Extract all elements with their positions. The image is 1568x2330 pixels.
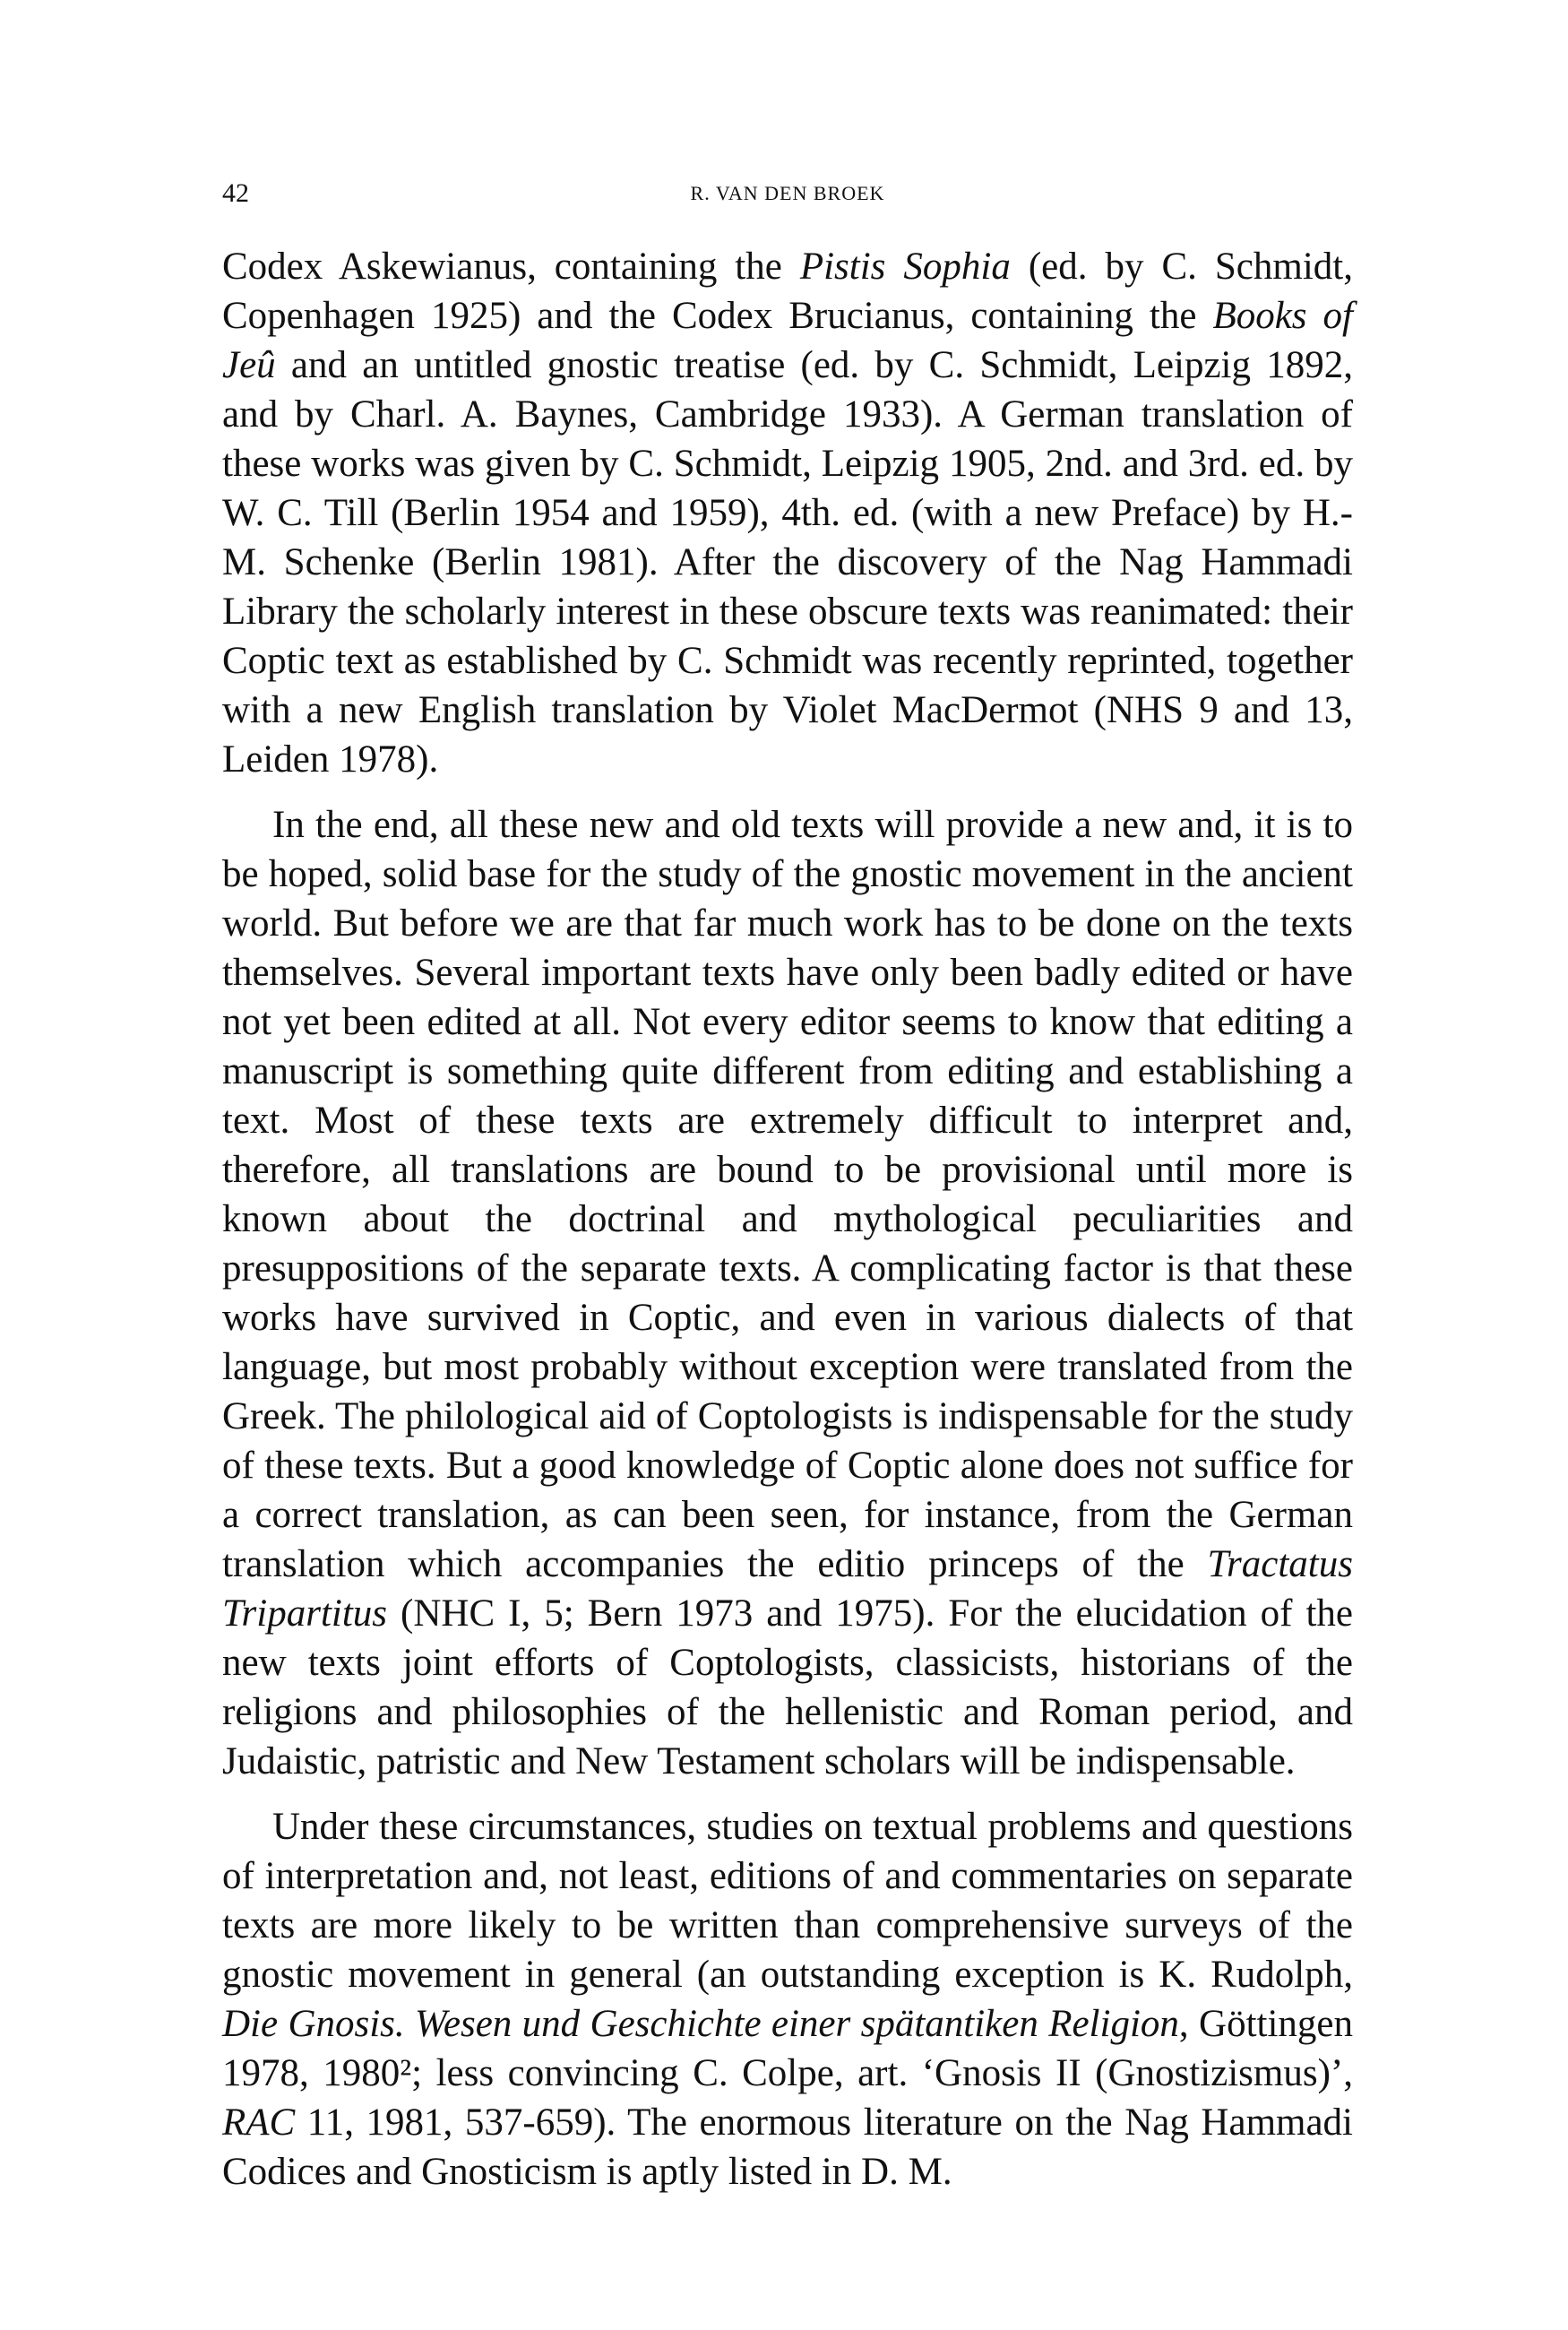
body-text bbox=[222, 242, 1353, 2196]
title-rac: RAC bbox=[222, 2101, 296, 2144]
paragraph-1-text: (ed. by C. Schmidt, Copenhagen 1925) and the Codex Brucianus, containing the bbox=[222, 246, 1353, 337]
page-number: 42 bbox=[222, 178, 249, 208]
paragraph-2 bbox=[222, 800, 1353, 1786]
running-title: R. VAN DEN BROEK bbox=[690, 182, 885, 204]
paragraph-3-text: 11, 1981, 537-659). The enormous literature on the Nag Hammadi Codices and Gnosticism is aptly listed in D. M. bbox=[222, 2101, 1353, 2193]
running-head bbox=[222, 176, 1353, 211]
paragraph-3 bbox=[222, 1802, 1353, 2196]
paragraph-2-text: (NHC I, 5; Bern 1973 and 1975). For the elucidation of the new texts joint efforts of Coptologists, classicists, historians of the religions and philosophies of the hellenistic and Roman period, and Judaistic, patristic and New Testament scholars will be indispensable. bbox=[222, 1592, 1353, 1782]
title-tractatus-tripartitus: Tractatus Tripartitus bbox=[222, 1543, 1353, 1635]
title-pistis-sophia: Pistis Sophia bbox=[799, 246, 1011, 288]
title-books-of-jeu: Books of Jeû bbox=[222, 295, 1353, 386]
paragraph-1-text: Codex Askewianus, containing the bbox=[222, 246, 800, 288]
title-die-gnosis: Die Gnosis. Wesen und Geschichte einer spätantiken Religion bbox=[222, 2003, 1179, 2045]
paragraph-1-text: and an untitled gnostic treatise (ed. by C. Schmidt, Leipzig 1892, and by Charl. A. Baynes, Cambridge 1933). A German translation of these works was given by C. Schmidt, Leipzig 1905, 2nd. and 3rd. ed. by W. C. Till (Berlin 1954 and 1959), 4th. ed. (with a new Preface) by H.-M. Schenke (Berlin 1981). After the discovery of the Nag Hammadi Library the scholarly interest in these obscure texts was reanimated: their Coptic text as established by C. Schmidt was recently reprinted, together with a new English translation by Violet MacDermot (NHS 9 and 13, Leiden 1978). bbox=[222, 344, 1353, 781]
paragraph-3-text: , Göttingen 1978, 1980²; less convincing C. Colpe, art. ‘Gnosis II (Gnostizismus)’, bbox=[222, 2003, 1353, 2094]
paragraph-2-text: In the end, all these new and old texts will provide a new and, it is to be hoped, solid base for the study of the gnostic movement in the ancient world. But before we are that far much work has to be done on the texts themselves. Several important texts have only been badly edited or have not yet been edited at all. Not every editor seems to know that editing a manuscript is something quite different from editing and establishing a text. Most of these texts are extremely difficult to interpret and, therefore, all translations are bound to be provisional until more is known about the doctrinal and mythological peculiarities and presuppositions of the separate texts. A complicating factor is that these works have survived in Coptic, and even in various dialects of that language, but most probably without exception were translated from the Greek. The philological aid of Coptologists is indispensable for the study of these texts. But a good knowledge of Coptic alone does not suffice for a correct translation, as can been seen, for instance, from the German translation which accompanies the editio princeps of the bbox=[222, 804, 1353, 1585]
paragraph-3-text: Under these circumstances, studies on textual problems and questions of interpretation and, not least, editions of and commentaries on separate texts are more likely to be written than comprehensive surveys of the gnostic movement in general (an outstanding exception is K. Rudolph, bbox=[222, 1806, 1353, 1996]
paragraph-1 bbox=[222, 242, 1353, 784]
